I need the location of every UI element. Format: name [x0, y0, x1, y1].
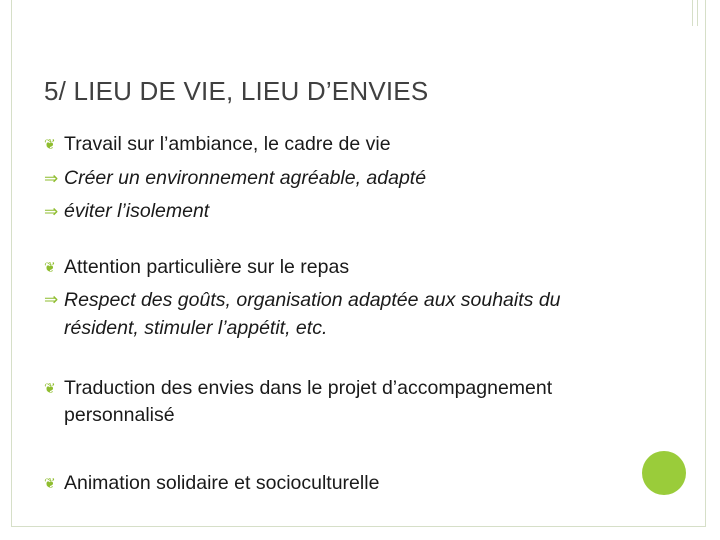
- slide-title: 5/ LIEU DE VIE, LIEU D’ENVIES: [44, 76, 429, 106]
- fleuron-bullet-icon: ❦: [44, 475, 56, 491]
- sub-bullet-respect: [44, 285, 694, 315]
- double-arrow-icon: ⇒: [44, 169, 59, 188]
- corner-decoration: [692, 0, 698, 26]
- sub-bullet-text: Respect des goûts, organisation adaptée aux souhaits du: [64, 289, 561, 311]
- sub-bullet-text: éviter l’isolement: [64, 200, 210, 222]
- bullet-item-repas: [44, 249, 694, 285]
- bullet-text: personnalisé: [64, 404, 175, 426]
- bullet-text: Traduction des envies dans le projet d’accompagnement: [64, 377, 553, 399]
- decorative-green-circle: [642, 451, 686, 495]
- fleuron-bullet-icon: ❦: [44, 136, 56, 152]
- bullet-item-traduction-continuation: [44, 402, 694, 429]
- bullet-text: Travail sur l’ambiance, le cadre de vie: [64, 133, 391, 155]
- sub-bullet-environnement: [44, 162, 694, 195]
- sub-bullet-respect-continuation: [44, 315, 694, 342]
- bullet-item-traduction: [44, 375, 694, 402]
- bullet-item-ambiance: [44, 126, 694, 162]
- fleuron-bullet-icon: ❦: [44, 380, 56, 396]
- bullet-text: Attention particulière sur le repas: [64, 256, 350, 278]
- bullet-text: Animation solidaire et socioculturelle: [64, 472, 380, 494]
- bullet-list: [44, 126, 694, 501]
- fleuron-bullet-icon: ❦: [44, 259, 56, 275]
- bullet-item-animation: [44, 465, 694, 501]
- double-arrow-icon: ⇒: [44, 290, 59, 309]
- double-arrow-icon: ⇒: [44, 202, 59, 221]
- sub-bullet-isolement: [44, 195, 694, 228]
- sub-bullet-text: résident, stimuler l’appétit, etc.: [64, 317, 328, 339]
- sub-bullet-text: Créer un environnement agréable, adapté: [64, 167, 427, 189]
